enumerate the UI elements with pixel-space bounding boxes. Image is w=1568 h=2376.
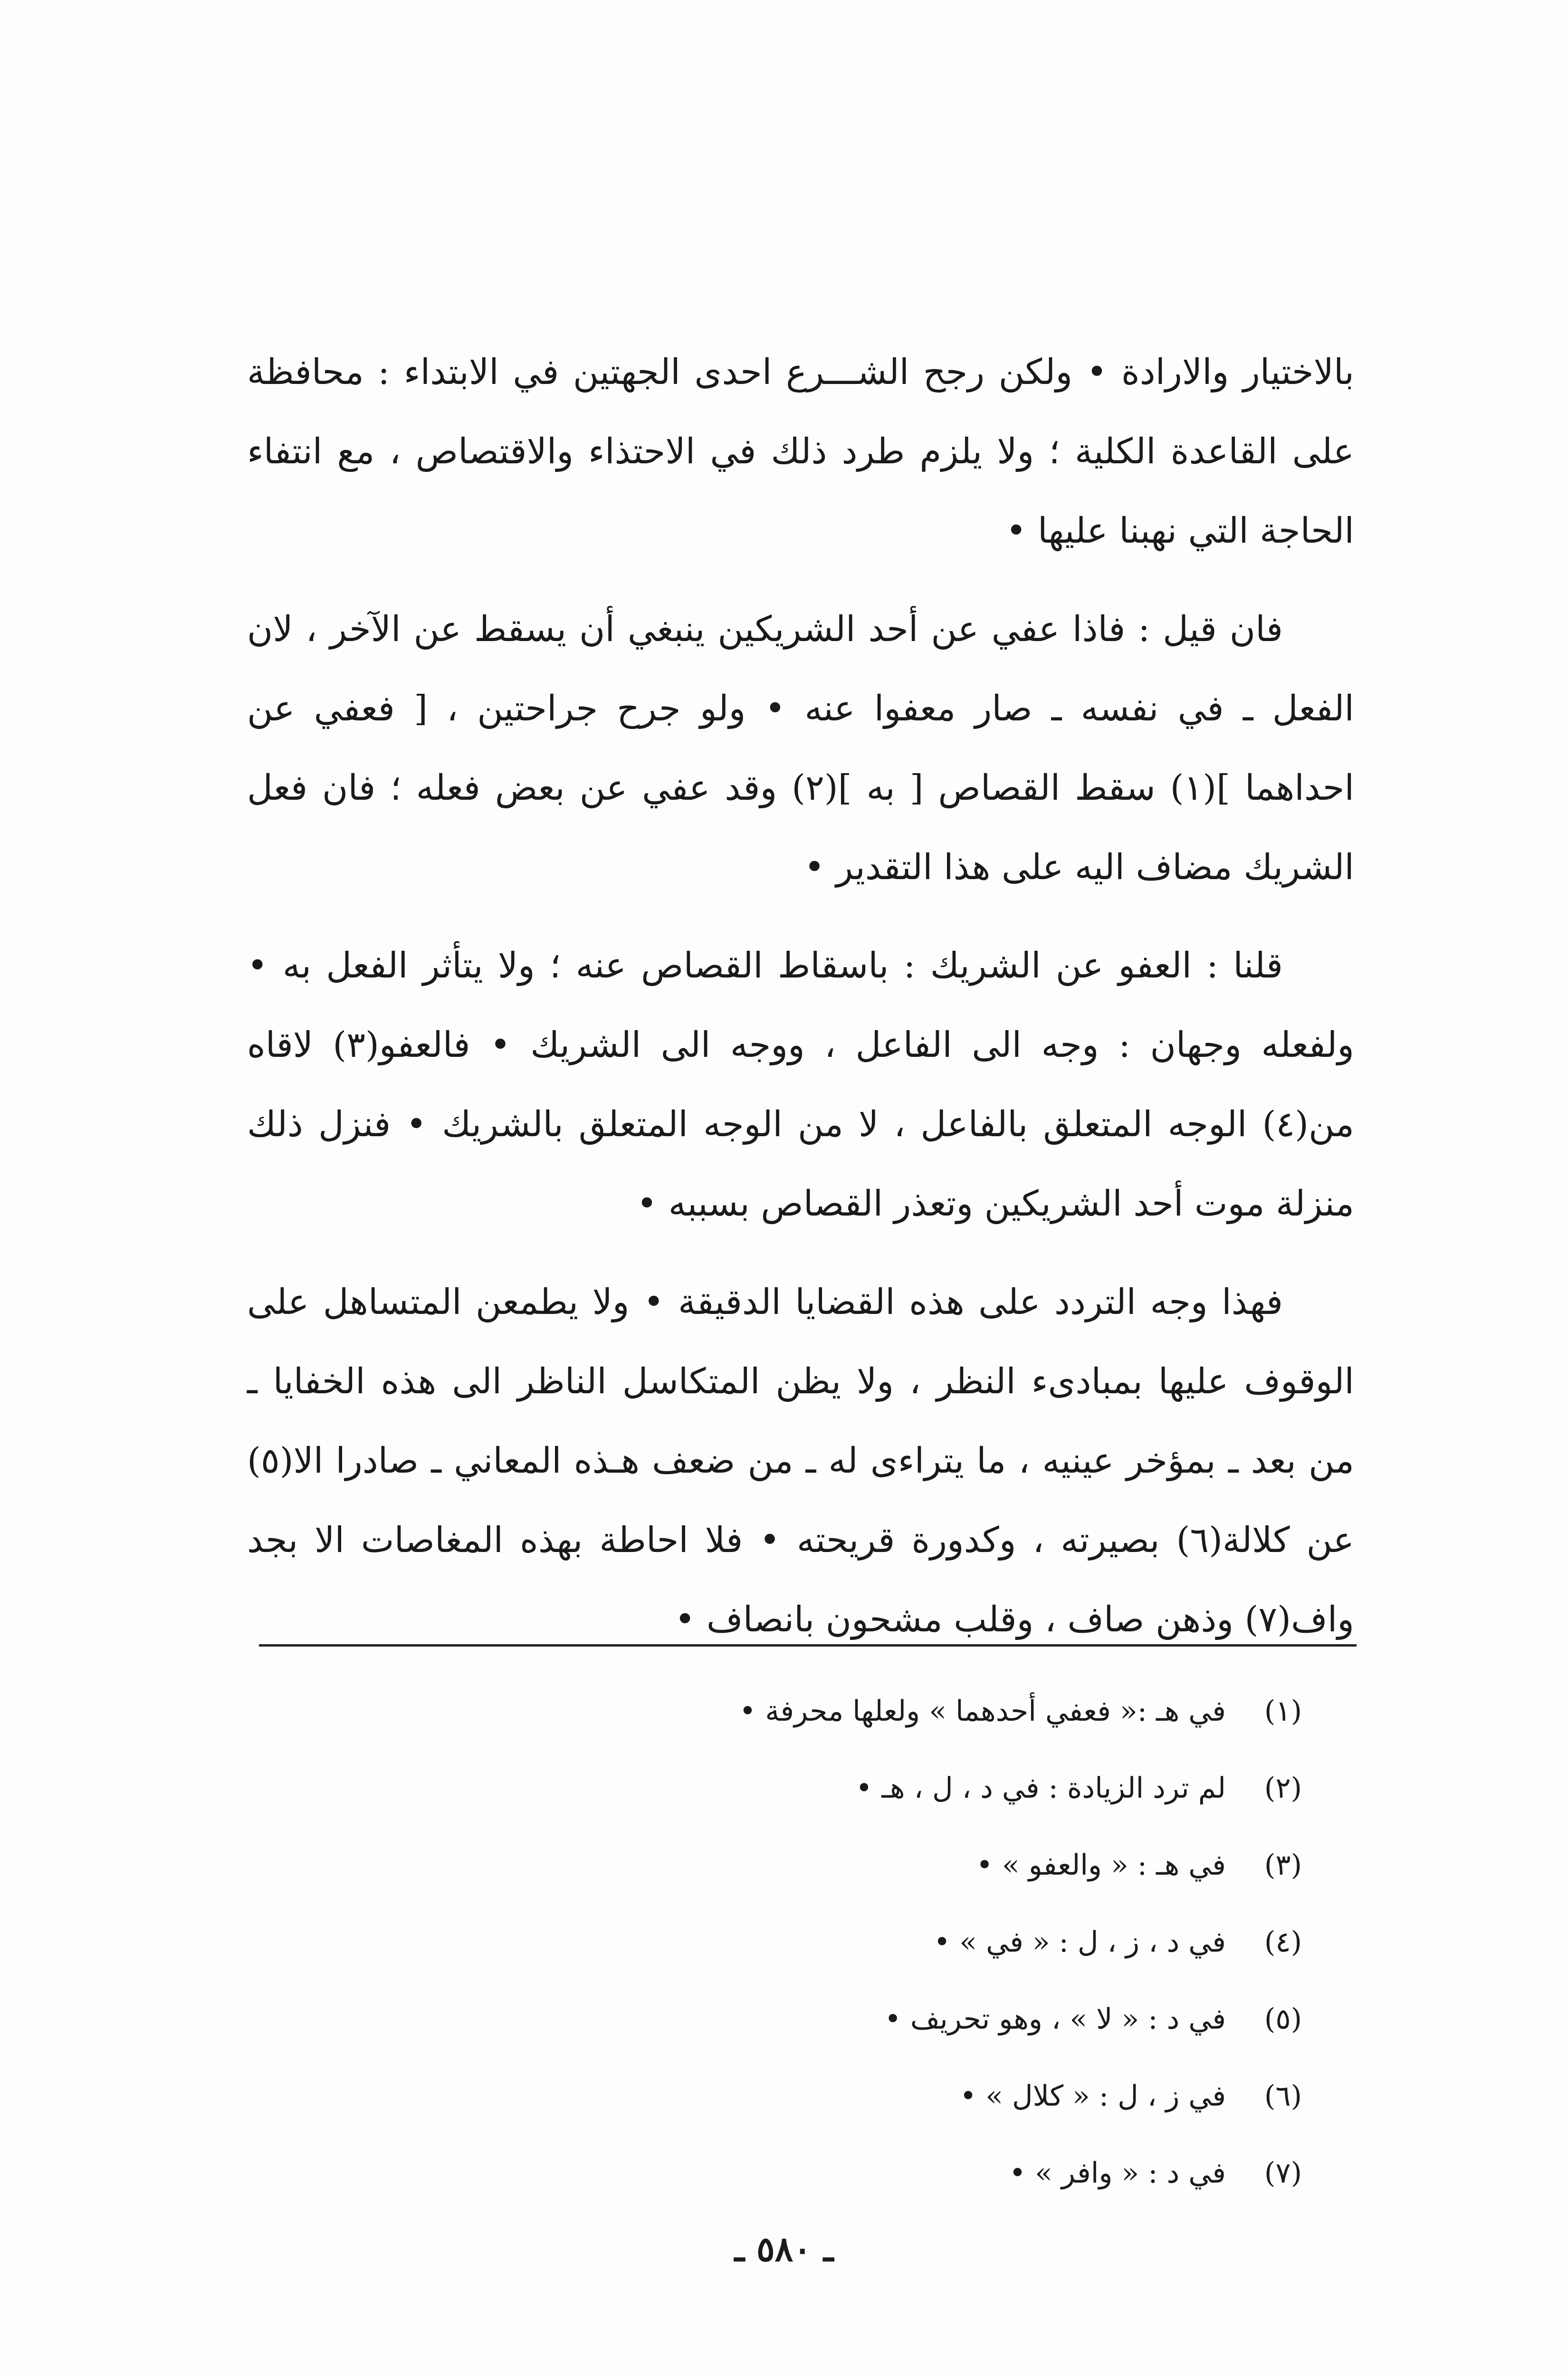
footnote-number: (٧) — [1264, 2156, 1302, 2190]
footnote-text: في ز ، ل : « كلال » • — [959, 2079, 1226, 2113]
footnote-text: في هـ : « والعفو » • — [976, 1849, 1226, 1882]
footnotes — [428, 1673, 1302, 2212]
footnote-text: في د ، ز ، ل : « في » • — [933, 1926, 1226, 1959]
footnote-number: (١) — [1264, 1695, 1302, 1728]
paragraph-4: فهذا وجه التردد على هذه القضايا الدقيقة • ولا يطمعن المتساهل على الوقوف عليها بمبادىء النظر ، ولا يظن المتكاسل الناظر الى هذه الخفايا ـ من بعد ـ بمؤخر عينيه ، ما يتراءى له ـ من ضعف هـذه المعاني ـ صادرا الا(٥) عن كلالة(٦) بصيرته ، وكدورة قريحته • فلا احاطة بهذه المغاصات الا بجد واف(٧) وذهن صاف ، وقلب مشحون بانصاف • — [247, 1282, 1354, 1640]
footnote-item — [428, 1981, 1302, 2058]
footnote-separator — [259, 1644, 1357, 1647]
main-text — [247, 333, 1354, 1678]
footnote-text: في د : « وافر » • — [1009, 2156, 1226, 2190]
footnote-text: في هـ :« فعفي أحدهما » ولعلها محرفة • — [739, 1695, 1226, 1728]
footnote-item — [428, 2135, 1302, 2212]
footnote-number: (٣) — [1264, 1849, 1302, 1882]
footnote-item — [428, 2058, 1302, 2135]
footnote-item — [428, 1827, 1302, 1904]
paragraph-2: فان قيل : فاذا عفي عن أحد الشريكين ينبغي أن يسقط عن الآخر ، لان الفعل ـ في نفسه ـ صار معفوا عنه • ولو جرح جراحتين ، [ فعفي عن احداهما ](١) سقط القصاص [ به ](٢) وقد عفي عن بعض فعله ؛ فان فعل الشريك مضاف اليه على هذا التقدير • — [247, 609, 1354, 888]
paragraph-1: بالاختيار والارادة • ولكن رجح الشـــرع احدى الجهتين في الابتداء : محافظة على القاعدة الكلية ؛ ولا يلزم طرد ذلك في الاحتذاء والاقتصاص ، مع انتفاء الحاجة التي نهبنا عليها • — [247, 352, 1354, 551]
footnote-number: (٢) — [1264, 1772, 1302, 1805]
footnote-item — [428, 1750, 1302, 1827]
footnote-number: (٦) — [1264, 2079, 1302, 2113]
footnote-item — [428, 1904, 1302, 1981]
footnote-text: لم ترد الزيادة : في د ، ل ، هـ • — [855, 1772, 1226, 1805]
footnote-item — [428, 1673, 1302, 1750]
paragraph-3: قلنا : العفو عن الشريك : باسقاط القصاص عنه ؛ ولا يتأثر الفعل به • ولفعله وجهان : وجه الى الفاعل ، ووجه الى الشريك • فالعفو(٣) لاقاه من(٤) الوجه المتعلق بالفاعل ، لا من الوجه المتعلق بالشريك • فنزل ذلك منزلة موت أحد الشريكين وتعذر القصاص بسببه • — [247, 945, 1354, 1224]
footnote-number: (٥) — [1264, 2002, 1302, 2036]
footnote-text: في د : « لا » ، وهو تحريف • — [884, 2002, 1226, 2036]
page-number: ـ ٥٨٠ ـ — [734, 2229, 834, 2269]
footnote-number: (٤) — [1264, 1926, 1302, 1959]
